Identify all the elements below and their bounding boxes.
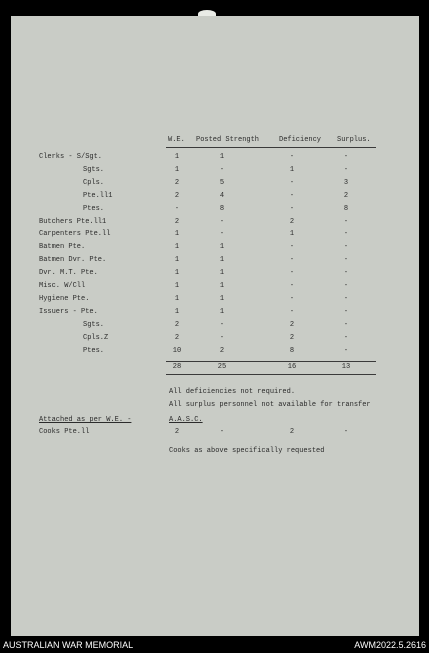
cell-we: 1	[174, 165, 180, 174]
cell-we: -	[174, 204, 180, 213]
total-posted: 25	[217, 363, 227, 371]
cell-deficiency: -	[289, 282, 295, 290]
row-label: Ptes.	[83, 204, 105, 213]
row-label: Carpenters Pte.ll	[39, 230, 111, 239]
row-label: Butchers Pte.ll1	[39, 217, 107, 226]
cell-we: 2	[174, 178, 180, 187]
cell-posted: -	[219, 217, 225, 226]
cell-posted: 1	[219, 282, 225, 290]
row-label: Sgts.	[83, 320, 105, 329]
cell-surplus: -	[343, 307, 349, 316]
row-label: Cpls.	[83, 178, 105, 187]
cell-posted: 1	[219, 269, 225, 278]
cell-surplus: -	[343, 346, 349, 355]
col-header-surplus: Surplus.	[337, 136, 371, 144]
row-label: Hygiene Pte.	[39, 294, 90, 303]
cell-deficiency: 1	[289, 165, 295, 174]
cell-surplus: -	[343, 320, 349, 329]
row-label: Pte.ll1	[83, 191, 113, 200]
cell-posted: 1	[219, 294, 225, 303]
total-deficiency: 16	[287, 363, 297, 371]
cell-surplus: -	[343, 282, 349, 290]
cooks-deficiency: 2	[289, 428, 295, 436]
row-label: Batmen Dvr. Pte.	[39, 256, 107, 265]
cell-we: 1	[174, 282, 180, 290]
cell-we: 1	[174, 230, 180, 239]
cell-we: 2	[174, 333, 180, 342]
cell-posted: 4	[219, 191, 225, 200]
cell-we: 1	[174, 153, 180, 161]
cooks-we: 2	[174, 428, 180, 436]
cell-deficiency: 2	[289, 217, 295, 226]
cell-deficiency: -	[289, 178, 295, 187]
row-label: Batmen Pte.	[39, 243, 86, 252]
cell-surplus: -	[343, 153, 349, 161]
col-header-we: W.E.	[168, 136, 185, 144]
cell-posted: -	[219, 320, 225, 329]
cell-we: 2	[174, 320, 180, 329]
footer-institution: AUSTRALIAN WAR MEMORIAL	[3, 640, 134, 650]
cooks-note: Cooks as above specifically requested	[169, 447, 325, 455]
cell-surplus: -	[343, 217, 349, 226]
cell-posted: 8	[219, 204, 225, 213]
attached-unit: A.A.S.C.	[169, 416, 203, 424]
cell-deficiency: -	[289, 256, 295, 265]
cell-deficiency: 1	[289, 230, 295, 239]
cell-posted: -	[219, 165, 225, 174]
attached-label: Attached as per W.E. -	[39, 416, 132, 424]
cell-we: 1	[174, 294, 180, 303]
cell-surplus: 2	[343, 191, 349, 200]
cell-we: 10	[172, 346, 182, 355]
cell-posted: 1	[219, 243, 225, 252]
document-page	[11, 16, 419, 636]
row-label: Misc. W/Cll	[39, 282, 86, 290]
cell-posted: -	[219, 230, 225, 239]
cell-deficiency: -	[289, 191, 295, 200]
cell-posted: 2	[219, 346, 225, 355]
note-surplus: All surplus personnel not available for transfer	[169, 401, 371, 409]
cell-posted: 5	[219, 178, 225, 187]
cell-deficiency: -	[289, 269, 295, 278]
row-label: Sgts.	[83, 165, 105, 174]
row-label: Dvr. M.T. Pte.	[39, 269, 98, 278]
cell-we: 2	[174, 191, 180, 200]
total-surplus: 13	[341, 363, 351, 371]
cell-surplus: -	[343, 165, 349, 174]
total-we: 28	[172, 363, 182, 371]
cell-surplus: 3	[343, 178, 349, 187]
cell-surplus: -	[343, 243, 349, 252]
col-header-deficiency: Deficiency	[279, 136, 322, 144]
cell-deficiency: -	[289, 153, 295, 161]
cell-surplus: -	[343, 333, 349, 342]
row-label: Issuers - Pte.	[39, 307, 98, 316]
cell-deficiency: 2	[289, 320, 295, 329]
cell-surplus: -	[343, 256, 349, 265]
footer-accession: AWM2022.5.2616	[354, 640, 426, 650]
cell-posted: -	[219, 333, 225, 342]
cooks-posted: -	[219, 428, 225, 436]
cell-surplus: -	[343, 269, 349, 278]
cell-we: 1	[174, 269, 180, 278]
row-label: Cpls.Z	[83, 333, 109, 342]
cell-deficiency: -	[289, 243, 295, 252]
header-underline	[166, 147, 376, 148]
cell-we: 1	[174, 307, 180, 316]
cell-deficiency: 2	[289, 333, 295, 342]
totals-underline	[166, 374, 376, 375]
cell-posted: 1	[219, 307, 225, 316]
cell-we: 1	[174, 243, 180, 252]
cell-we: 1	[174, 256, 180, 265]
cell-surplus: -	[343, 294, 349, 303]
cell-posted: 1	[219, 256, 225, 265]
cell-surplus: 8	[343, 204, 349, 213]
cell-deficiency: 8	[289, 346, 295, 355]
cell-deficiency: -	[289, 294, 295, 303]
col-header-posted: Posted Strength	[196, 136, 260, 144]
row-label: Clerks - S/Sgt.	[39, 153, 103, 161]
cell-deficiency: -	[289, 204, 295, 213]
cell-deficiency: -	[289, 307, 295, 316]
row-label: Ptes.	[83, 346, 105, 355]
cell-surplus: -	[343, 230, 349, 239]
cell-posted: 1	[219, 153, 225, 161]
cooks-row-label: Cooks Pte.ll	[39, 428, 90, 436]
totals-rule	[166, 361, 376, 362]
cell-we: 2	[174, 217, 180, 226]
note-deficiencies: All deficiencies not required.	[169, 388, 296, 396]
cooks-surplus: -	[343, 428, 349, 436]
